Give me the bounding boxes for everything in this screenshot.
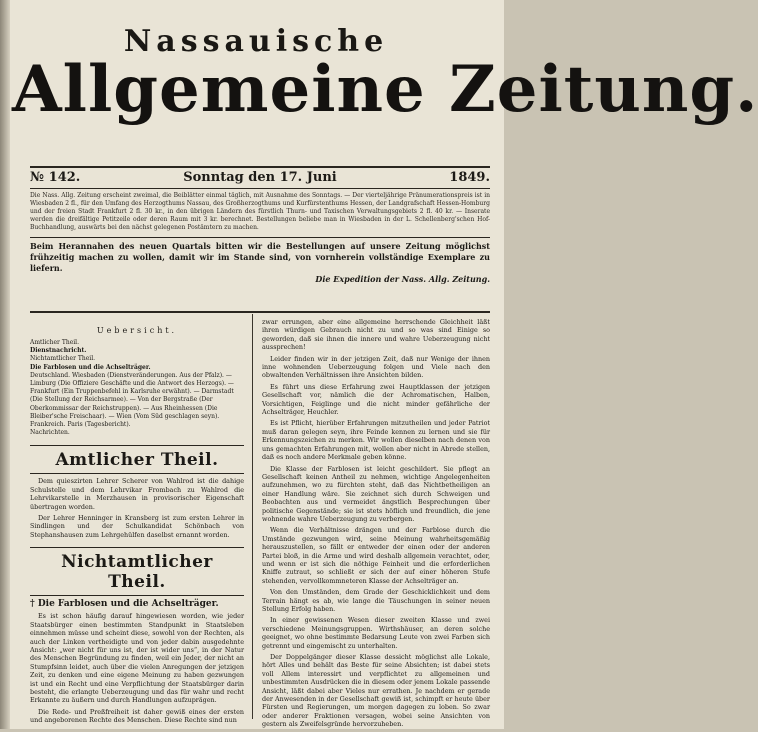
article-paragraph: Es ist Pflicht, hierüber Erfahrungen mitzutheilen und jeder Patriot muß daran gelegen seyn, ihre Feinde kennen zu lernen und sie für Erkennungszeichen zu merken. Wir wollen dieselben nach denen von uns gemachten Erfahrungen mit, wollen aber nicht in Abrede stellen, daß es noch andere Merkmale geben könne. (262, 419, 490, 462)
official-paragraph: Dem quieszirten Lehrer Scherer von Wahlrod ist die dahige Schulstelle und dem Lehrvikar Frombach zu Wahlrod die Lehrvikarstelle in Merzhausen in provisorischer Eigenschaft übertragen worden. (30, 477, 244, 511)
overview-item (30, 339, 244, 347)
quarter-notice-signature: Die Expedition der Nass. Allg. Zeitung. (315, 274, 490, 284)
overview-item (30, 364, 244, 372)
unofficial-section-heading: Nichtamtlicher Theil. (61, 552, 213, 593)
overview-item-text: Frankreich. Paris (Tagesbericht). (30, 421, 131, 429)
overview-item (30, 347, 244, 355)
article-paragraph: Die Rede- und Preßfreiheit ist daher gewiß eines der ersten und angeborenen Rechte des Menschen. Diese Rechte sind nun (30, 707, 244, 725)
column-divider (252, 314, 253, 719)
overview-item (30, 429, 244, 437)
issue-year: 1849. (449, 170, 490, 185)
official-paragraph: Der Lehrer Henninger in Kransberg ist zum ersten Lehrer in Sindlingen und der Schulkandidat Schönbach von Stephanshausen zum Lehrgehülfen daselbst ernannt worden. (30, 514, 244, 539)
article-title: † Die Farblosen und die Achselträger. (30, 599, 219, 610)
quarter-notice (30, 241, 490, 285)
article-paragraph: Wenn die Verhältnisse drängen und der Farblose durch die Umstände gezwungen wird, seine Meinung wahrheitsgemäßig herauszustellen, so fällt er entweder der einen oder der anderen Partei bloß, in die Arme und wird deshalb allgemein verachtet, oder, und wenn er ist sich die nöthige Feinheit und die erforderlichen Kniffe zutraut, so schließt er sich der auf einer höheren Stufe stehenden, vervollkommneteren Klasse der Achselträger an. (262, 526, 490, 585)
overview-title: Uebersicht. (96, 326, 178, 335)
overview-item (30, 421, 244, 429)
divider-rule (30, 547, 244, 548)
masthead-top-line: Nassauische (123, 24, 389, 59)
overview-item-text: Die Farblosen und die Achselträger. (30, 363, 151, 371)
article-paragraph: Es ist schon häufig darauf hingewiesen worden, wie jeder Staatsbürger einen bestimmten Standpunkt in Staatsleben einnehmen müsse und scheint diese, sowohl von der Rechten, als auch der Linken vertheidigte und von jeder dabin ausgedehnte Ansicht: „wer nicht für uns ist, der ist wider uns“, in der Natur des Menschen Begründung zu finden, weil ein Jeder, der nicht an Stumpfsinn leidet, auch über die vielen Anregungen der jetzigen Zeit, zu denken und eine eigene Meinung zu haben gezwungen ist und ein Recht und eine Verpflichtung der Staatsbürger darin besteht, die erlangte Ueberzeugung und das für wahr und recht Erkannte zu äußern und durch Handlungen aufzuprägen. (30, 612, 244, 705)
overview-item (30, 372, 244, 421)
overview-item-text: Amtlicher Theil. (30, 339, 79, 346)
divider-rule (30, 445, 244, 446)
overview-item-text: Nichtamtlicher Theil. (30, 355, 96, 363)
subscription-notice: Die Nass. Allg. Zeitung erscheint zweimal, die Beiblätter einmal täglich, mit Ausnahme des Sonntags. — Der vierteljährige Pränumerationspreis ist in Wiesbaden 2 fl., für den Umfang des Herzogthums Nassau, des Großherzogthums und Kurfürstenthums Hessen, der Landgrafschaft Hessen-Homburg und der freien Stadt Frankfurt 2 fl. 30 kr., in den übrigen Ländern des fürstlich Thurn- und Taxischen Verwaltungsgebiets 2 fl. 40 kr. — Inserate werden die dreifältige Petitzeile oder deren Raum mit 3 kr. berechnet. Bestellungen beliebe man in Wiesbaden in der L. Schellenberg'schen Hof-Buchhandlung, auswärts bei den nächst gelegenen Postämtern zu machen. (30, 192, 490, 231)
quarter-notice-text: Beim Herannahen des neuen Quartals bitten wir die Bestellungen auf unsere Zeitung möglichst frühzeitig machen zu wollen, damit wir im Stande sind, von vornherein vollständige Exemplare zu liefern. (30, 241, 490, 273)
page-content (12, 0, 758, 729)
divider-rule (30, 473, 244, 474)
divider-rule (30, 311, 490, 313)
right-column (262, 318, 490, 732)
official-section-heading: Amtlicher Theil. (55, 450, 219, 471)
issue-date: Sonntag den 17. Juni (183, 170, 337, 185)
article-paragraph: Leider finden wir in der jetzigen Zeit, daß nur Wenige der ihnen inne wohnenden Ueberzeugung folgen und Viele nach den obwaltenden Verhältnissen ihre Ansichten bilden. (262, 354, 490, 380)
article-paragraph: Die Klasse der Farblosen ist leicht geschildert. Sie pflegt an Gesellschaft keinen Antheil zu nehmen, wichtige Angelegenheiten aufzunehmen, wo zu fürchten steht, daß das Nichtbetheiligen an einer Handlung wäre. Sie zeichnet sich durch Schweigen und Beobachten aus und vermeidet ängstlich Besprechungen über politische Gegenstände; sie ist stets höflich und freundlich, die jene wohnende wahre Ueberzeugung zu verbergen. (262, 464, 490, 523)
article-paragraph: In einer gewissenen Wesen dieser zweiten Klasse und zwei verschiedene Meinungsgruppen. Wirthshäuser, an deren solche geeignet, wo ohne bestimmte Bedarsung Leute von zwei Farben sich getrennt und eingemischt zu unterhalten. (262, 616, 490, 650)
overview-item-text: Deutschland. Wiesbaden (Dienstveränderungen. Aus der Pfalz). — Limburg (Die Offiziere Geschäfte und die Antwort des Herzogs). — Frankfurt (Ein Truppenbefehl in Karlsruhe erwähnt). — Darmstadt (Die Stellung der Reichsarmee). — Von der Bergstraße (Der Oberkommissar der Reichstruppen). — Aus Rheinhessen (Die Bleiber'sche Freischaar). — Wien (Vom Süd geschlagen seyn). (30, 371, 234, 420)
divider-rule (30, 595, 244, 596)
overview-item-text: Nachrichten. (30, 429, 70, 437)
dateline (30, 166, 490, 189)
article-paragraph: Von den Umständen, dem Grade der Geschicklichkeit und dem Terrain hängt es ab, wie lange die Täuschungen in seiner neuen Stellung Erfolg haben. (262, 588, 490, 613)
article-paragraph: Der Doppelgänger dieser Klasse dessicht möglichst alle Lokale, hört Alles und behält das Beste für seine Absichten; ist dabei stets voll Allem interessirt und verpflichtet zu allgemeinen und unbestimmten Ausdrücken die in diesem oder jenem Lokale passende Ansicht, läßt dabei aber Vieles nur errathen. Je nachdem er gerade der Anwesenden in der Gesellschaft gewiß ist, schimpft er heute über Fürsten und Regierungen, um morgen dagegen zu loben. So zwar oder anderer Fraktionen versagen, wobei seine Ansichten von gestern als Zweifelsgründe hervorzuheben. (262, 653, 490, 729)
article-paragraph: zwar errungen, aber eine allgemeine herrschende Gleichheit läßt ihren würdigen Gebrauch nicht zu und so was sind Einige so geworden, daß sie ihnen die innere und wahre Ueberzeugung nicht aussprechen! (262, 318, 490, 352)
overview-list (30, 339, 244, 437)
overview-item (30, 355, 244, 363)
issue-number: № 142. (30, 170, 81, 185)
overview-item-text: Dienstnachricht. (30, 347, 87, 355)
divider-rule (30, 237, 490, 238)
masthead-title: Allgemeine Zeitung. (12, 52, 758, 127)
left-column (30, 318, 244, 728)
article-paragraph: Es führt uns diese Erfahrung zwei Hauptklassen der jetzigen Gesellschaft vor, nämlich die der Achromatischen, Halben, Vorsichtigen, Feiglinge und die nicht minder gefährliche der Achselträger, Heuchler. (262, 382, 490, 417)
book-binding-shadow (0, 0, 10, 729)
